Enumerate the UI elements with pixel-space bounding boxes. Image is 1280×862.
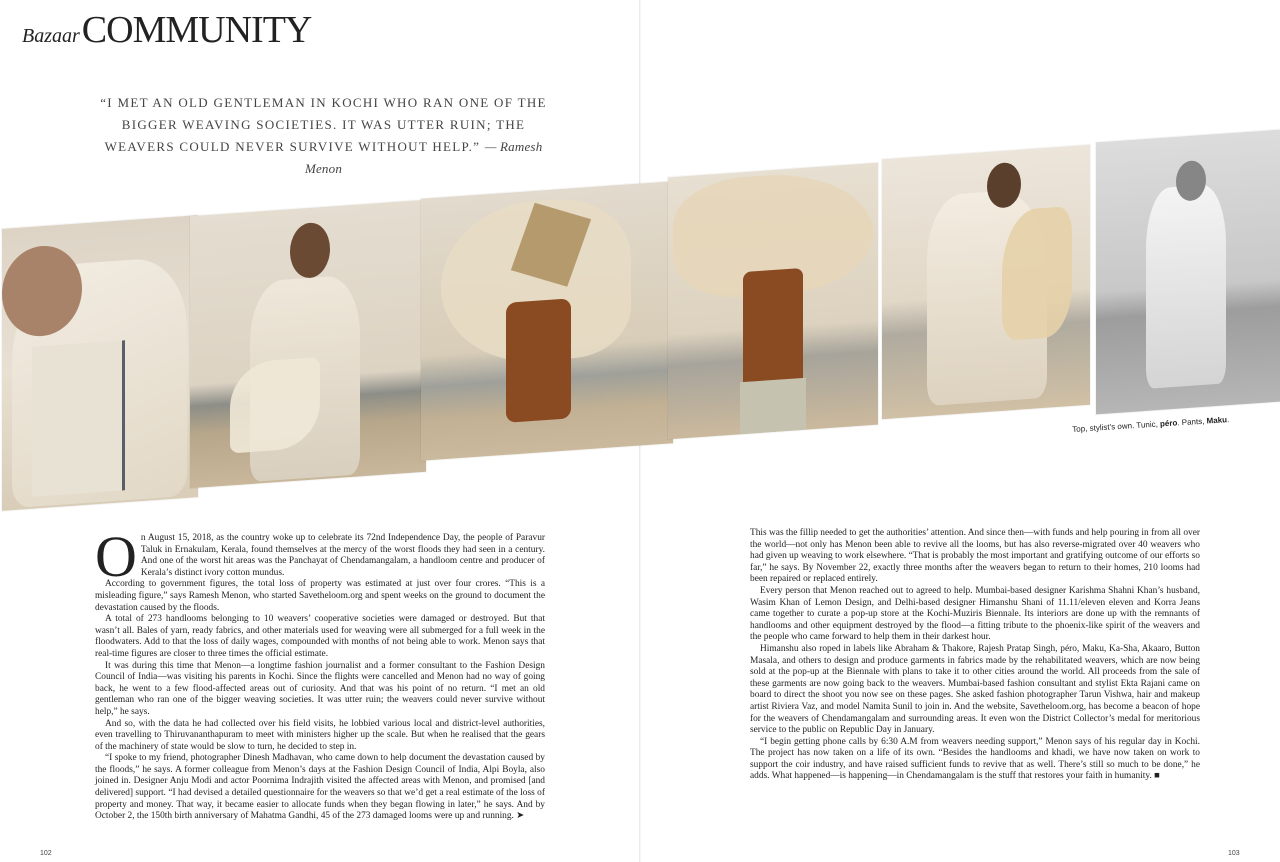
photo-2-head — [290, 221, 330, 279]
photo-1 — [2, 215, 198, 511]
photo-3-torso — [506, 298, 571, 423]
paragraph: “I begin getting phone calls by 6:30 A.M from weavers needing support,” Menon says of his regular day in Kochi. The project has now taken on a life of its own. “Besides the handlooms and khadi, we have now taken on work to support the coir industry, and have raised sufficient funds to revive that as well. There’s still so much to be done,” he adds. What happened—is happening—in Chendamangalam is the stuff that restores your faith in humanity. ■ — [750, 736, 1200, 782]
paragraph: A total of 273 handlooms belonging to 10 weavers’ cooperative societies were damaged or destroyed. But that wasn’t all. Bales of yarn, ready fabrics, and other materials used for weaving were all submerged for a full week in the floodwaters. Add to that the loss of daily wages, compounded with months of not being able to work. Menon says that real-time figures are closer to three times the official estimate. — [95, 614, 545, 659]
caption-prefix: Top, stylist’s own. Tunic, — [1072, 419, 1161, 434]
section-title: COMMUNITY — [81, 9, 312, 51]
article-column-right — [750, 528, 1200, 783]
paragraph: It was during this time that Menon—a longtime fashion journalist and a former consultant to the Fashion Design Council of India—was visiting his parents in Kochi. Since the flights were cancelled and Menon had no way of going back, he went to a few flood-affected areas out of curiosity. And that was his point of no return. “I met an old gentleman who ran one of the bigger weaving societies. It was utter ruin; the weavers could never survive without help,” he says. — [95, 660, 545, 717]
photo-caption — [1072, 415, 1230, 434]
photo-6 — [1096, 130, 1280, 415]
paragraph: “I spoke to my friend, photographer Dinesh Madhavan, who came down to help document the devastation caused by the floods,” he says. A former colleague from Menon’s days at the Fashion Design Council of India, Alpi Boyla, also joined in. Designer Anju Modi and actor Poornima Indrajith visited the affected areas with Menon, and promised [and delivered] support. “I had devised a detailed questionnaire for the weavers so that we’d get a real estimate of the loss of property and money. That way, it became easier to allocate funds when they began flowing in later,” he says. And by October 2, the 150th birth anniversary of Mahatma Gandhi, 45 of the 273 damaged looms were up and running. ➤ — [95, 753, 545, 822]
page-number-left: 102 — [40, 850, 52, 857]
page-header — [22, 8, 311, 52]
caption-brand-1: péro — [1159, 418, 1178, 429]
photo-6-figure — [1146, 183, 1226, 389]
photo-3 — [421, 181, 673, 461]
pull-quote-text: “I MET AN OLD GENTLEMAN IN KOCHI WHO RAN ONE OF THE BIGGER WEAVING SOCIETIES. IT WAS UTTER RUIN; THE WEAVERS COULD NEVER SURVIVE WITHOUT HELP.” — [100, 95, 547, 154]
paragraph: And so, with the data he had collected over his field visits, he lobbied various local and district-level authorities, even travelling to Thiruvananthapuram to meet with ministers higher up the scale. But when he realised that the gears of the machinery of state would be slow to turn, he decided to step in. — [95, 718, 545, 752]
article-column-left — [95, 524, 545, 823]
brand-name: Bazaar — [22, 25, 80, 47]
page-number-right: 103 — [1228, 850, 1240, 857]
paragraph — [95, 524, 545, 589]
photo-5-cloth — [1002, 206, 1072, 341]
photo-5 — [882, 145, 1090, 420]
drop-cap: O — [95, 524, 137, 589]
paragraph: Himanshu also roped in labels like Abraham & Thakore, Rajesh Pratap Singh, péro, Maku, Ka-Sha, Akaaro, Button Masala, and others to design and produce garments in fabrics made by the rehabilitated weavers, which are now being sold at the pop-up at the Biennale with plans to take it to other cities around the world. All proceeds from the sale of these garments are now going back to the weavers. Mumbai-based fashion consultant and stylist Ekta Rajani came on board to direct the shoot you now see on these pages. She asked fashion photographer Tarun Vishwa, hair and makeup artist Riviera Vaz, and model Namita Sunil to join in. And the website, Savetheloom.org, has become a beacon of hope for the weavers of Chendamangalam and surrounding areas. It even won the District Collector’s medal for meritorious service to the public on Republic Day in January. — [750, 643, 1200, 736]
paragraph-text: n August 15, 2018, as the country woke up to celebrate its 72nd Independence Day, the people of Paravur Taluk in Ernakulam, Kerala, found themselves at the mercy of the worst floods they had seen in a century. And one of the worst hit areas was the Panchayat of Chendamangalam, a handloom centre and producer of Kerala’s distinct ivory cotton mundus. — [140, 533, 545, 578]
photo-4-pants — [740, 378, 806, 435]
caption-suffix: . — [1226, 415, 1230, 425]
caption-middle: . Pants, — [1177, 416, 1207, 428]
photo-2 — [190, 200, 426, 489]
caption-brand-2: Maku — [1206, 415, 1228, 426]
paragraph: This was the fillip needed to get the authorities’ attention. And since then—with funds and help pouring in from all over the world—not only has Menon been able to revive all the looms, but has also reverse-migrated over 40 weavers who had given up weaving to work elsewhere. “That is probably the most important and gratifying outcome of our efforts so far,” he says. By November 22, exactly three months after the weavers began to return to their homes, 210 looms had been repaired or replaced entirely. — [750, 528, 1200, 585]
photo-4 — [668, 163, 878, 440]
pull-quote — [96, 92, 551, 180]
photo-1-vest — [32, 340, 125, 497]
pull-quote-attribution: — Ramesh Menon — [304, 139, 543, 176]
paragraph: According to government figures, the total loss of property was estimated at just over four crores. “This is a misleading figure,” says Ramesh Menon, who started Savetheloom.org and spent weeks on the ground to document the devastation caused by the floods. — [95, 579, 545, 613]
paragraph: Every person that Menon reached out to agreed to help. Mumbai-based designer Karishma Shahni Khan’s husband, Wasim Khan of Lemon Design, and Delhi-based designer Himanshu Shani of 11.11/eleven eleven and Korra Jeans came together to curate a pop-up store at the Kochi-Muziris Biennale. Its interiors are done up with the remnants of handlooms and other equipment destroyed by the flood—a fitting tribute to the phoenix-like spirit of the weavers and the people who came forward to help them in their darkest hour. — [750, 585, 1200, 643]
